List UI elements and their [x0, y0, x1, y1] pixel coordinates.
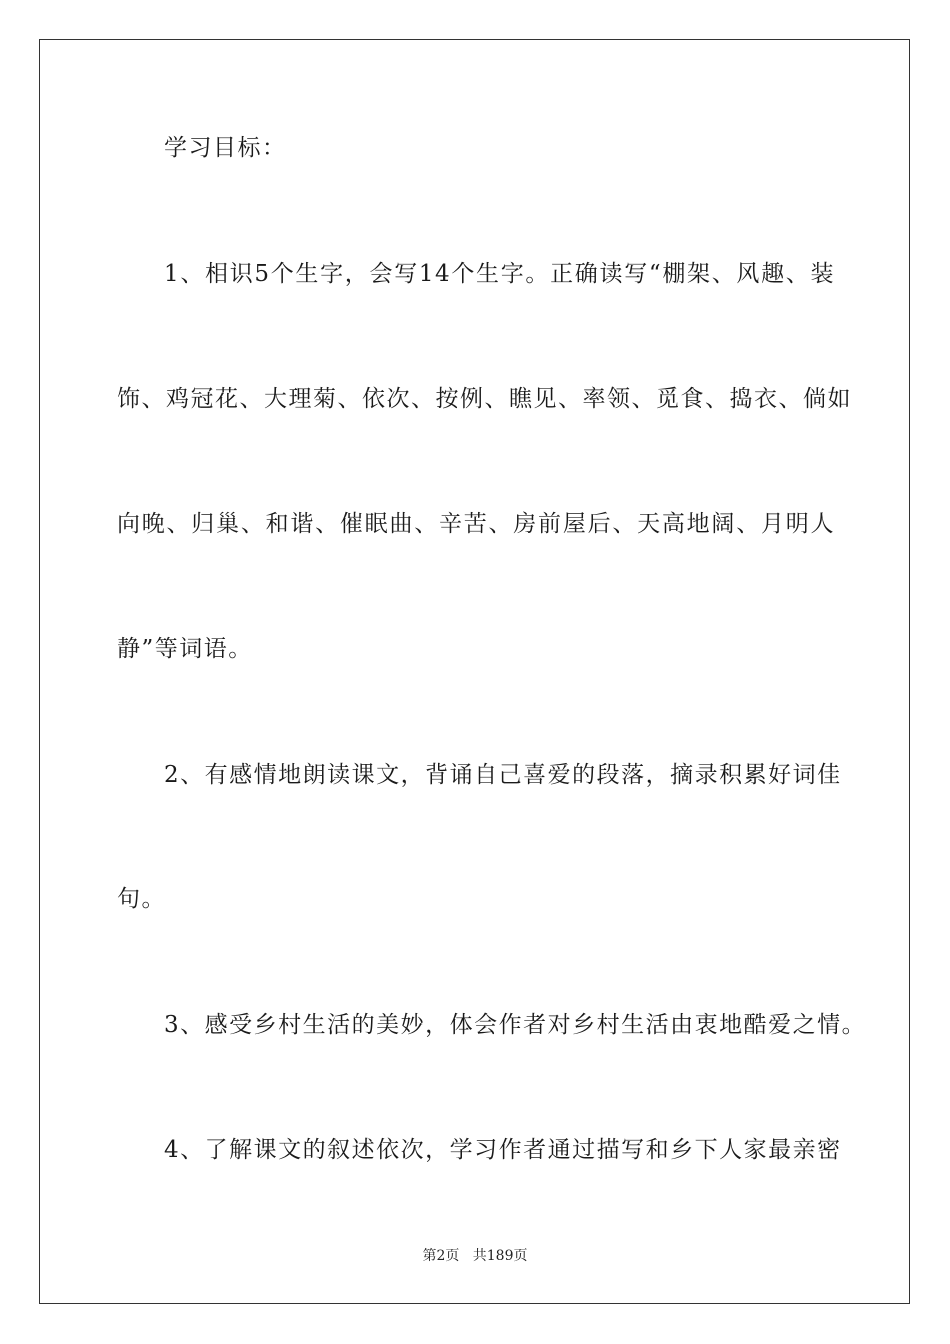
paragraph-line: 4、了解课文的叙述依次，学习作者通过描写和乡下人家最亲密 — [164, 1137, 842, 1163]
paragraph-line: 句。 — [117, 886, 166, 912]
page-total: 共189页 — [472, 1248, 528, 1264]
paragraph-line: 静”等词语。 — [117, 636, 253, 662]
page-border — [39, 39, 910, 1304]
paragraph-line: 饰、鸡冠花、大理菊、依次、按例、瞧见、率领、觅食、捣衣、倘如 — [117, 386, 852, 412]
page-number: 第2页 — [422, 1248, 460, 1264]
paragraph-line: 3、感受乡村生活的美妙，体会作者对乡村生活由衷地酷爱之情。 — [164, 1012, 867, 1038]
paragraph-line: 向晚、归巢、和谐、催眠曲、辛苦、房前屋后、天高地阔、月明人 — [117, 511, 835, 537]
page-footer — [0, 1246, 950, 1266]
paragraph-line: 2、有感情地朗读课文，背诵自己喜爱的段落，摘录积累好词佳 — [164, 762, 842, 788]
paragraph-line: 1、相识5个生字，会写14个生字。正确读写“棚架、风趣、装 — [164, 261, 835, 287]
heading-objectives: 学习目标： — [164, 135, 287, 161]
